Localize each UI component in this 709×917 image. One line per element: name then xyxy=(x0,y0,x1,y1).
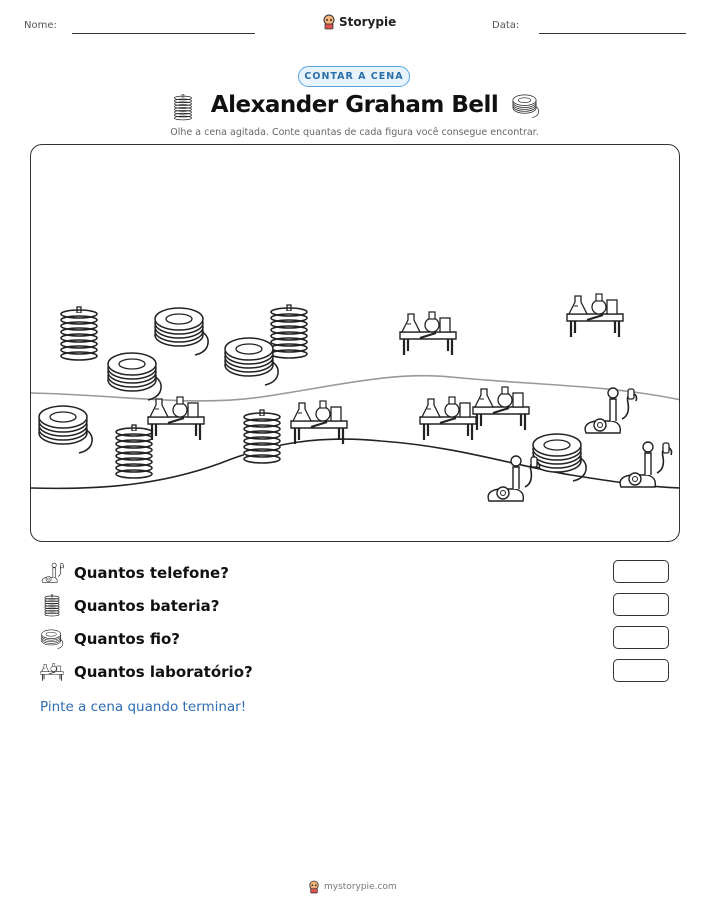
question-text: Quantos laboratório? xyxy=(74,663,253,681)
question-wire xyxy=(40,626,180,652)
wire-icon xyxy=(40,627,64,651)
brand-logo xyxy=(322,14,396,30)
storypie-mascot-icon xyxy=(322,14,336,30)
question-battery xyxy=(40,593,219,619)
question-text: Quantos bateria? xyxy=(74,597,220,615)
activity-badge: CONTAR A CENA xyxy=(298,66,410,87)
name-label: Nome: xyxy=(24,20,57,31)
telephone-icon xyxy=(40,561,64,585)
wire-coil-icon xyxy=(510,93,540,119)
coloring-note: Pinte a cena quando terminar! xyxy=(40,699,247,715)
question-text: Quantos fio? xyxy=(74,630,180,648)
question-text: Quantos telefone? xyxy=(74,564,229,582)
question-laboratory xyxy=(40,659,253,685)
footer xyxy=(308,880,397,894)
brand-name: Storypie xyxy=(339,15,397,29)
name-field-line[interactable] xyxy=(72,33,255,34)
answer-box-laboratory[interactable] xyxy=(613,659,669,682)
answer-box-telephone[interactable] xyxy=(613,560,669,583)
scene-illustration[interactable] xyxy=(30,144,680,542)
footer-url[interactable]: mystorypie.com xyxy=(324,882,397,892)
page-title: Alexander Graham Bell xyxy=(210,92,499,118)
answer-box-wire[interactable] xyxy=(613,626,669,649)
question-telephone xyxy=(40,560,229,586)
battery-icon xyxy=(40,594,64,618)
laboratory-icon xyxy=(40,660,64,684)
answer-box-battery[interactable] xyxy=(613,593,669,616)
instructions: Olhe a cena agitada. Conte quantas de cada figura você consegue encontrar. xyxy=(170,127,539,138)
storypie-mascot-icon xyxy=(308,880,320,894)
date-label: Data: xyxy=(492,20,520,31)
date-field-line[interactable] xyxy=(539,33,686,34)
